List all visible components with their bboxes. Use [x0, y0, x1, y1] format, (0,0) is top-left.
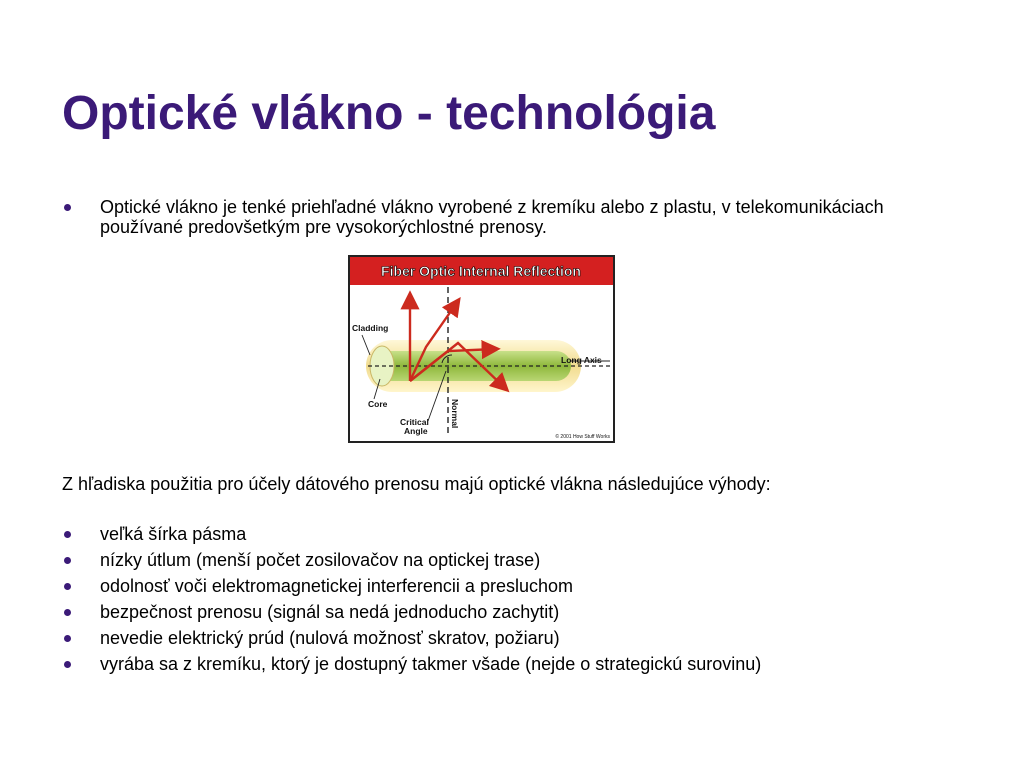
intro-bullet-text: Optické vlákno je tenké priehľadné vlákno vyrobené z kremíku alebo z plastu, v telekomunikáciach používané predovšetkým pre vysokorýchlostné prenosy.	[100, 197, 884, 237]
advantage-item	[62, 524, 962, 544]
copyright-label: © 2001 How Stuff Works	[555, 434, 610, 440]
advantage-item	[62, 628, 962, 648]
bullet-dot-icon	[64, 204, 71, 211]
bullet-dot-icon	[64, 609, 71, 616]
advantage-item	[62, 654, 962, 674]
slide-title: Optické vlákno - technológia	[62, 87, 716, 140]
cladding-label: Cladding	[352, 323, 389, 333]
advantage-item	[62, 602, 962, 622]
bullet-dot-icon	[64, 531, 71, 538]
fiber-optic-diagram	[348, 255, 615, 443]
advantage-text: veľká šírka pásma	[100, 524, 247, 544]
core-label: Core	[368, 399, 388, 409]
critical-angle-label-line1: Critical	[400, 417, 429, 427]
advantage-item	[62, 550, 962, 570]
bullet-dot-icon	[64, 661, 71, 668]
bullet-dot-icon	[64, 635, 71, 642]
advantages-bullet-list	[62, 524, 962, 680]
bullet-dot-icon	[64, 583, 71, 590]
diagram-header-text: Fiber Optic Internal Reflection	[381, 263, 581, 279]
intro-bullet	[62, 197, 942, 237]
intro-bullet-list	[62, 197, 942, 243]
advantage-text: vyrába sa z kremíku, ktorý je dostupný takmer všade (nejde o strategickú surovinu)	[100, 654, 762, 674]
advantage-item	[62, 576, 962, 596]
bullet-dot-icon	[64, 557, 71, 564]
normal-label: Normal	[450, 399, 460, 429]
critical-angle-label	[400, 417, 431, 436]
advantage-text: nízky útlum (menší počet zosilovačov na optickej trase)	[100, 550, 541, 570]
long-axis-label: Long Axis	[561, 355, 602, 365]
advantage-text: bezpečnost prenosu (signál sa nedá jednoducho zachytit)	[100, 602, 560, 622]
critical-angle-label-line2: Angle	[404, 426, 428, 436]
advantage-text: odolnosť voči elektromagnetickej interferencii a presluchom	[100, 576, 573, 596]
advantage-text: nevedie elektrický prúd (nulová možnosť skratov, požiaru)	[100, 628, 560, 648]
advantages-lead-text: Z hľadiska použitia pro účely dátového prenosu majú optické vlákna následujúce výhody:	[62, 474, 771, 494]
